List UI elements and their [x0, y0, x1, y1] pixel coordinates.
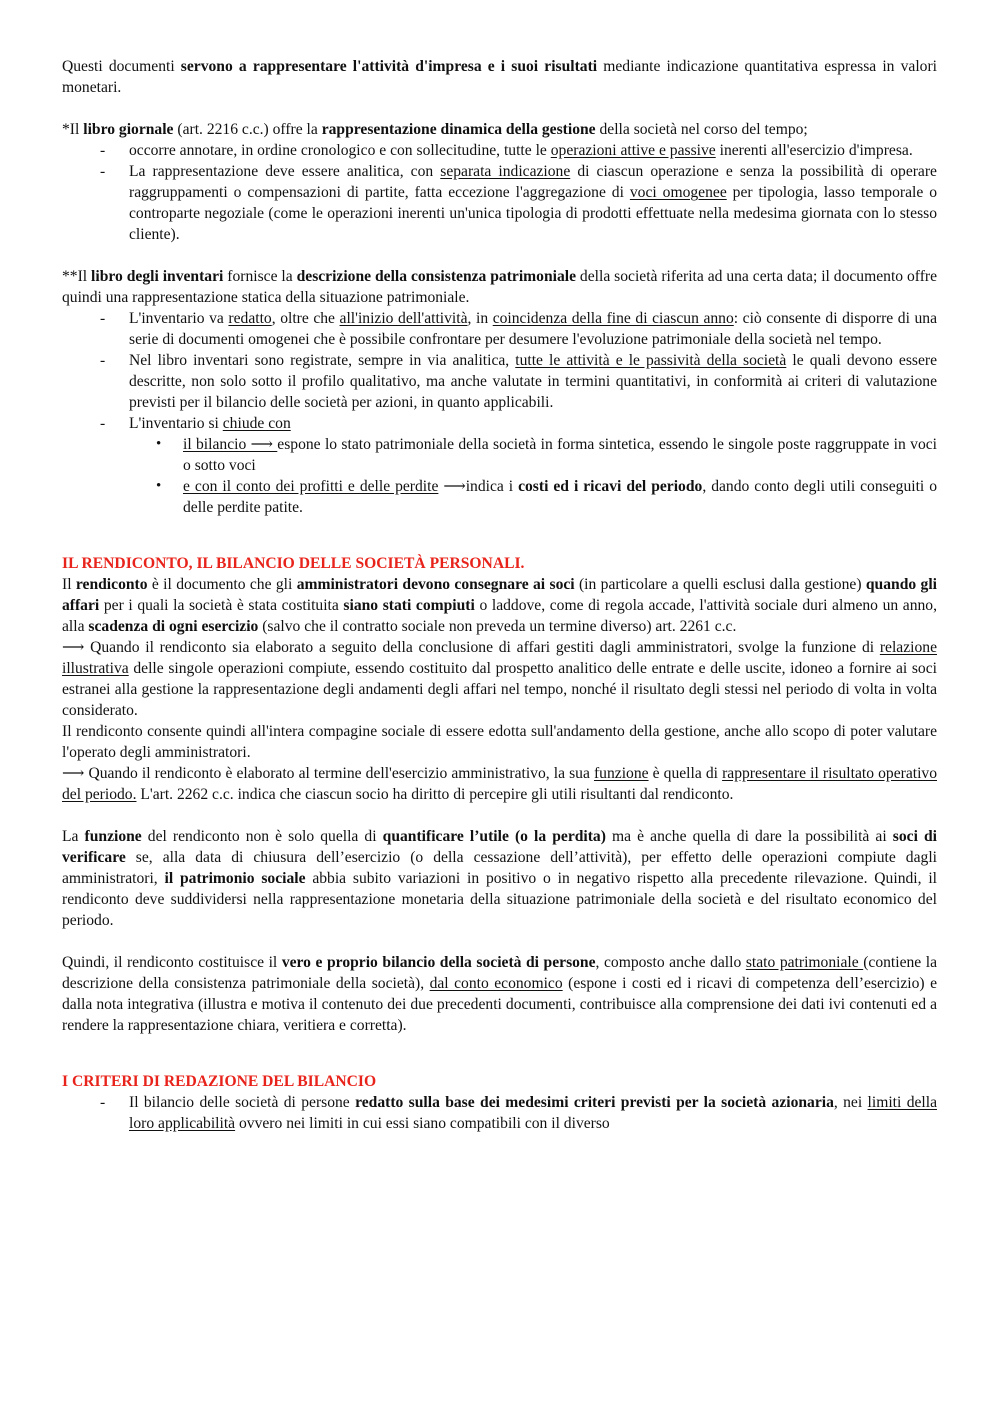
list-item: - L'inventario va redatto, oltre che all'inizio dell'attività, in coincidenza della fine di ciascun anno: ciò consente di disporre di una serie di documenti omogenei che è possibile confrontare per desumere l'evoluzione patrimoniale della società nel tempo. [62, 308, 937, 350]
bullet-item: • e con il conto dei profitti e delle perdite ⟶indica i costi ed i ricavi del periodo, dando conto degli utili conseguiti o delle perdite patite. [129, 476, 937, 518]
list-item: - La rappresentazione deve essere analitica, con separata indicazione di ciascun operazione e senza la possibilità di operare raggruppamenti o compensazioni di partite, fatta eccezione l'aggregazione di voci omogenee per tipologia, lasso temporale o controparte negoziale (come le operazioni inerenti un'unica tipologia di prodotti effettuate nella medesima giornata con lo stesso cliente). [62, 161, 937, 245]
rendiconto-paragraph-3: Il rendiconto consente quindi all'intera compagine sociale di essere edotta sull'andamento della gestione, anche allo scopo di poter valutare l'operato degli amministratori. [62, 723, 937, 761]
rendiconto-paragraph-5: La funzione del rendiconto non è solo quella di quantificare l’utile (o la perdita) ma è anche quella di dare la possibilità ai soci di verificare se, alla data di chiusura dell’esercizio (o della cessazione dell’attività), per effetto delle operazioni compiute dagli amministratori, il patrimonio sociale abbia subito variazioni in positivo o in negativo rispetto alla precedente rilevazione. Quindi, il rendiconto deve suddividersi nella rappresentazione monetaria della situazione patrimoniale della società e del risultato economico del periodo. [62, 828, 937, 929]
rendiconto-paragraph-6: Quindi, il rendiconto costituisce il vero e proprio bilancio della società di persone, composto anche dallo stato patrimoniale (contiene la descrizione della consistenza patrimoniale della società), dal conto economico (espone i costi ed i ricavi di competenza dell’esercizio) e dalla nota integrativa (illustra e motiva il contenuto dei due precedenti documenti, contribuisce alla comprensione dei dati ivi contenuti ed a rendere la rappresentazione chiara, veritiera e corretta). [62, 954, 938, 1034]
inventario-chiusura-list [129, 434, 937, 518]
section-heading-criteri: I CRITERI DI REDAZIONE DEL BILANCIO [62, 1073, 377, 1090]
list-item: - occorre annotare, in ordine cronologico e con sollecitudine, tutte le operazioni attive e passive inerenti all'esercizio d'impresa. [62, 140, 937, 161]
libro-giornale-list [62, 140, 937, 245]
libro-inventari-paragraph: **Il libro degli inventari fornisce la descrizione della consistenza patrimoniale della società riferita ad una certa data; il documento offre quindi una rappresentazione statica della situazione patrimoniale. [62, 268, 938, 306]
list-item: - Nel libro inventari sono registrate, sempre in via analitica, tutte le attività e le passività della società le quali devono essere descritte, non solo sotto il profilo qualitativo, ma anche valutate in termini quantitativi, in conformità ai criteri di valutazione previsti per il bilancio delle società per azioni, in quanto applicabili. [62, 350, 937, 413]
libro-inventari-list [62, 308, 937, 518]
bullet-item: • il bilancio ⟶ espone lo stato patrimoniale della società in forma sintetica, essendo le singole poste raggruppate in voci o sotto voci [129, 434, 937, 476]
list-item: - L'inventario si chiude con • il bilancio ⟶ espone lo stato patrimoniale della società in forma sintetica, essendo le singole poste raggruppate in voci o sotto voci • e con il conto dei profitti e delle perdite ⟶indica i costi ed i ricavi del periodo, dando conto degli utili conseguiti o delle perdite patite. [62, 413, 937, 518]
intro-paragraph: Questi documenti servono a rappresentare l'attività d'impresa e i suoi risultati mediante indicazione quantitativa espressa in valori monetari. [62, 58, 937, 96]
section-heading-rendiconto: IL RENDICONTO, IL BILANCIO DELLE SOCIETÀ PERSONALI. [62, 555, 525, 572]
list-item: - Il bilancio delle società di persone redatto sulla base dei medesimi criteri previsti per la società azionaria, nei limiti della loro applicabilità ovvero nei limiti in cui essi siano compatibili con il diverso [62, 1092, 937, 1134]
rendiconto-paragraph-4: ⟶ Quando il rendiconto è elaborato al termine dell'esercizio amministrativo, la sua funzione è quella di rappresentare il risultato operativo del periodo. L'art. 2262 c.c. indica che ciascun socio ha diritto di percepire gli utili risultanti dal rendiconto. [62, 765, 937, 803]
criteri-list [62, 1092, 937, 1134]
rendiconto-paragraph-2: ⟶ Quando il rendiconto sia elaborato a seguito della conclusione di affari gestiti dagli amministratori, svolge la funzione di relazione illustrativa delle singole operazioni compiute, essendo costituito dal prospetto analitico delle entrate e delle uscite, idoneo a fornire ai soci estranei alla gestione la rappresentazione degli andamenti degli affari nel tempo, nonché il risultato degli stessi nel periodo di volta in volta considerato. [62, 639, 937, 719]
libro-giornale-paragraph: *Il libro giornale (art. 2216 c.c.) offre la rappresentazione dinamica della gestione della società nel corso del tempo; [62, 121, 808, 138]
rendiconto-paragraph-1: Il rendiconto è il documento che gli amministratori devono consegnare ai soci (in particolare a quelli esclusi dalla gestione) quando gli affari per i quali la società è stata costituita siano stati compiuti o laddove, come di regola accade, l'attività sociale duri almeno un anno, alla scadenza di ogni esercizio (salvo che il contratto sociale non preveda un termine diverso) art. 2261 c.c. [62, 576, 937, 635]
